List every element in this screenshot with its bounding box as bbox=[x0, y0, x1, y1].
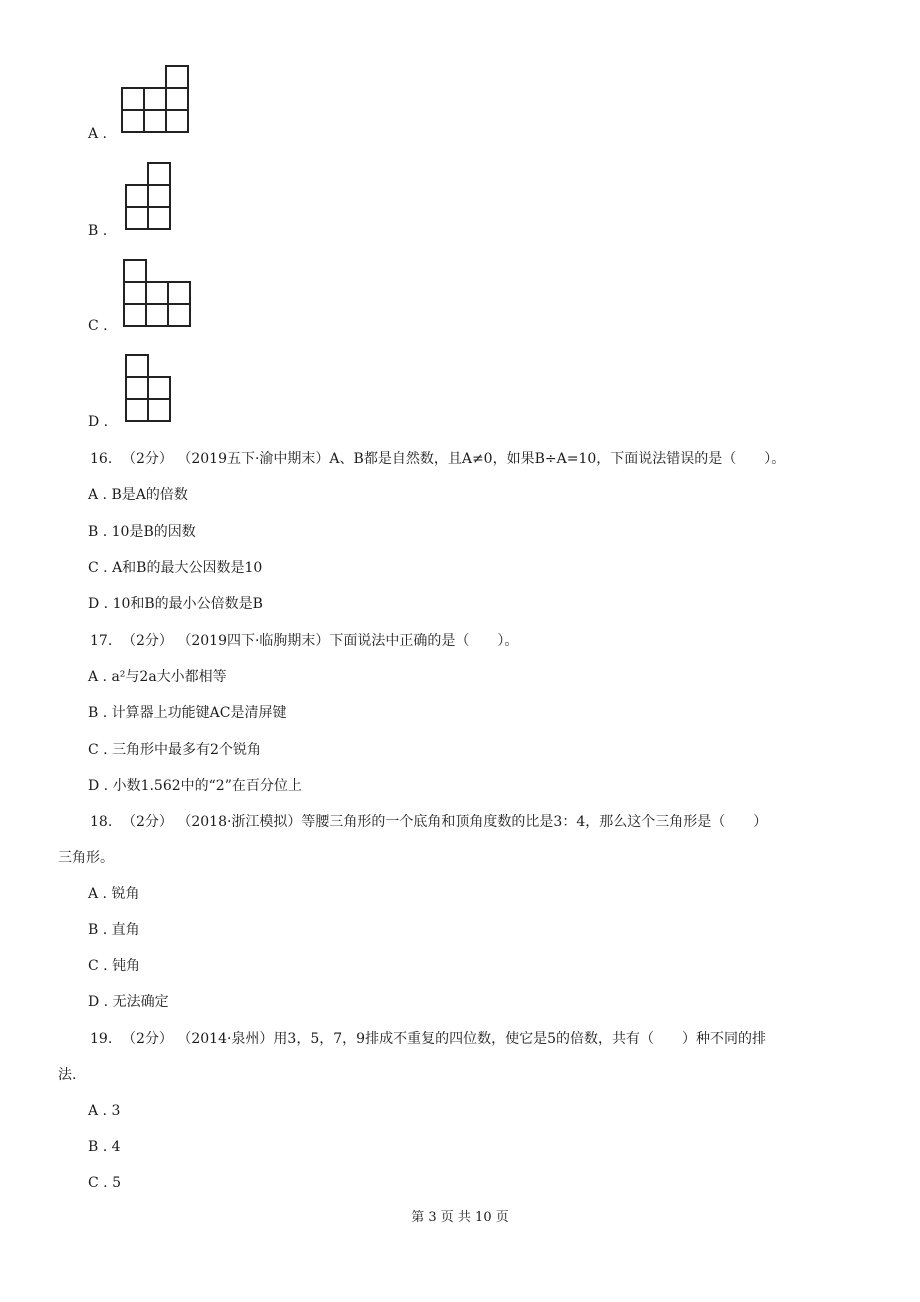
question-19-option-a: A . 3 bbox=[88, 1103, 121, 1119]
question-18-text-continued: 三角形。 bbox=[58, 850, 114, 866]
question-16-number: 16. bbox=[90, 451, 113, 467]
question-16-option-b: B . 10是B的因数 bbox=[88, 524, 196, 540]
question-17-option-d: D . 小数1.562中的“2”在百分位上 bbox=[88, 778, 302, 794]
question-18-option-b: B . 直角 bbox=[88, 922, 140, 938]
option-b-figure bbox=[124, 162, 176, 236]
question-19-text-continued: 法. bbox=[58, 1067, 77, 1083]
question-18-text: （2分） （2018·浙江模拟）等腰三角形的一个底角和顶角度数的比是3：4，那么这个三角形是（ ） bbox=[122, 814, 768, 830]
option-d-label: D . bbox=[88, 414, 109, 430]
option-a-figure bbox=[121, 65, 193, 137]
option-c-figure bbox=[122, 258, 196, 332]
question-19-number: 19. bbox=[90, 1031, 113, 1047]
question-18-number: 18. bbox=[90, 814, 113, 830]
question-17-option-a: A . a²与2a大小都相等 bbox=[88, 669, 227, 685]
question-19-text: （2分） （2014·泉州）用3，5，7，9排成不重复的四位数，使它是5的倍数，共有（ ）种不同的排 bbox=[122, 1031, 766, 1047]
question-19-option-b: B . 4 bbox=[88, 1139, 121, 1155]
page-footer: 第 3 页 共 10 页 bbox=[411, 1210, 509, 1225]
question-17-option-b: B . 计算器上功能键AC是清屏键 bbox=[88, 705, 287, 721]
question-19-option-c: C . 5 bbox=[88, 1175, 121, 1191]
question-17-number: 17. bbox=[90, 633, 113, 649]
option-a-label: A . bbox=[88, 126, 108, 142]
question-18-option-c: C . 钝角 bbox=[88, 958, 141, 974]
question-18-option-d: D . 无法确定 bbox=[88, 994, 169, 1010]
option-b-label: B . bbox=[88, 223, 108, 239]
question-16-option-d: D . 10和B的最小公倍数是B bbox=[88, 596, 263, 612]
question-18-option-a: A . 锐角 bbox=[88, 886, 140, 902]
question-17-option-c: C . 三角形中最多有2个锐角 bbox=[88, 742, 261, 758]
question-16-option-a: A . B是A的倍数 bbox=[88, 487, 188, 503]
question-16-option-c: C . A和B的最大公因数是10 bbox=[88, 560, 263, 576]
question-17-text: （2分） （2019四下·临朐期末）下面说法中正确的是（ ）。 bbox=[122, 633, 519, 649]
option-c-label: C . bbox=[88, 318, 108, 334]
question-16-text: （2分） （2019五下·渝中期末）A、B都是自然数，且A≠0，如果B÷A=10，下面说法错误的是（ ）。 bbox=[122, 451, 786, 467]
option-d-figure bbox=[124, 353, 178, 427]
